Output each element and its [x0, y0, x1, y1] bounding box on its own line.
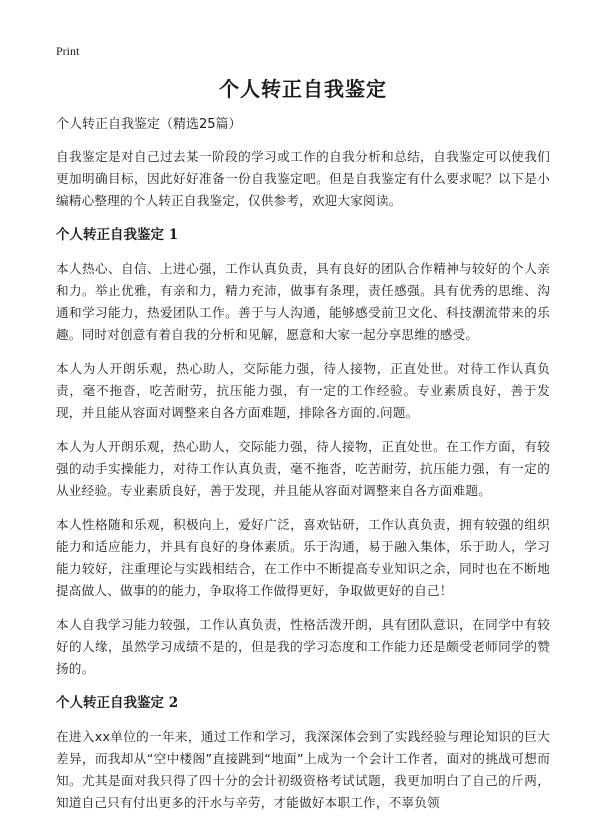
section-1-paragraph-5: 本人自我学习能力较强，工作认真负责，性格活泼开朗，具有团队意识，在同学中有较好的人缘，虽然学习成绩不是的，但是我的学习态度和工作能力还是颇受老师同学的赞扬的。	[56, 617, 550, 676]
page-title: 个人转正自我鉴定	[219, 77, 387, 101]
section-1-paragraph-2: 本人为人开朗乐观，热心助人，交际能力强，待人接物，正直处世。对待工作认真负责，毫不拖沓，吃苦耐劳，抗压能力强，有一定的工作经验。专业素质良好，善于发现，并且能从容面对调整来自各方面难题，排除各方面的.问题。	[56, 361, 550, 420]
section-heading-2: 个人转正自我鉴定 2	[56, 695, 179, 711]
document-body	[56, 74, 550, 826]
section-1-paragraph-4: 本人性格随和乐观，积极向上，爱好广泛，喜欢钻研，工作认真负责，拥有较强的组织能力和适应能力，并具有良好的身体素质。乐于沟通，易于融入集体，乐于助人，学习能力较好，注重理论与实践相结合，在工作中不断提高专业知识之余，同时也在不断地提高做人、做事的的能力，争取将工作做得更好，争取做更好的自己！	[56, 517, 550, 598]
section-heading-1: 个人转正自我鉴定 1	[56, 227, 179, 243]
document-subtitle: 个人转正自我鉴定（精选25篇）	[56, 117, 242, 132]
section-1-paragraph-3: 本人为人开朗乐观，热心助人，交际能力强，待人接物，正直处世。在工作方面，有较强的动手实操能力，对待工作认真负责，毫不拖沓，吃苦耐劳，抗压能力强，有一定的从业经验。专业素质良好，善于发现，并且能从容面对调整来自各方面难题。	[56, 439, 550, 498]
intro-paragraph: 自我鉴定是对自己过去某一阶段的学习或工作的自我分析和总结，自我鉴定可以使我们更加明确目标，因此好好准备一份自我鉴定吧。但是自我鉴定有什么要求呢？以下是小编精心整理的个人转正自我鉴定，仅供参考，欢迎大家阅读。	[56, 149, 550, 208]
section-2-paragraph-1: 在进入xx单位的一年来，通过工作和学习，我深深体会到了实践经验与理论知识的巨大差异，而我却从“空中楼阁”直接跳到“地面”上成为一个会计工作者，面对的挑战可想而知。尤其是面对我只得了四十分的会计初级资格考试试题，我更加明白了自己的斤两，知道自己只有付出更多的汗水与辛劳，才能做好本职工作，不辜负领	[56, 729, 550, 810]
section-1-paragraph-1: 本人热心、自信、上进心强，工作认真负责，具有良好的团队合作精神与较好的个人亲和力。举止优雅，有亲和力，精力充沛，做事有条理，责任感强。具有优秀的思维、沟通和学习能力，热爱团队工作。善于与人沟通，能够感受前卫文化、科技潮流带来的乐趣。同时对创意有着自我的分析和见解，愿意和大家一起分享思维的感受。	[56, 261, 550, 342]
print-link[interactable]: Print	[56, 44, 80, 58]
